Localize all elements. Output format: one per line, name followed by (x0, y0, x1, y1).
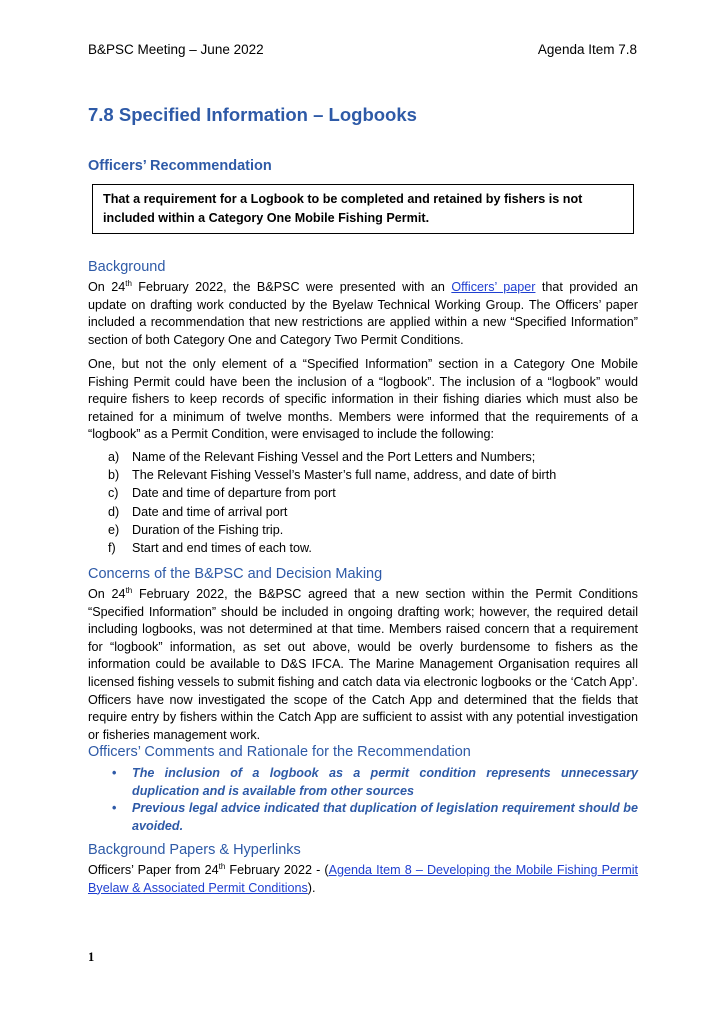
list-item: f) Start and end times of each tow. (108, 541, 312, 556)
concerns-heading: Concerns of the B&PSC and Decision Making (88, 566, 383, 582)
papers-paragraph: Officers’ Paper from 24th February 2022 - (Agenda Item 8 – Developing the Mobile Fishing Permit Byelaw & Associated Permit Conditions). (88, 861, 639, 895)
agenda-item-8-link[interactable]: Agenda Item 8 – Developing the Mobile Fishing Permit Byelaw & Associated Permit Conditions (88, 863, 639, 895)
header-meeting: B&PSC Meeting – June 2022 (88, 42, 264, 57)
logbook-requirements-list (88, 448, 638, 557)
comments-heading: Officers’ Comments and Rationale for the Recommendation (88, 744, 471, 760)
list-item: • Previous legal advice indicated that duplication of legislation requirement should be avoided. (112, 801, 638, 833)
page-number: 1 (88, 950, 95, 964)
papers-heading: Background Papers & Hyperlinks (88, 842, 301, 858)
page-header (88, 42, 637, 57)
header-agenda-item: Agenda Item 7.8 (537, 42, 637, 57)
list-item: d) Date and time of arrival port (108, 504, 288, 519)
list-item: • The inclusion of a logbook as a permit condition represents unnecessary duplication and is available from other sources (112, 766, 638, 798)
list-item: b) The Relevant Fishing Vessel’s Master’s full name, address, and date of birth (108, 468, 557, 483)
background-heading: Background (88, 259, 166, 275)
background-paragraph-2: One, but not the only element of a “Specified Information” section in a Category One Mobile Fishing Permit could have been the inclusion of a “logbook”. The inclusion of a “logbook” would require fishers to keep records of specific information in their fishing diaries which must also be retained for a minimum of twelve months. Members were informed that the requirements of a “logbook” as a Permit Condition, were envisaged to include the following: (88, 357, 638, 442)
recommendation-heading: Officers’ Recommendation (88, 158, 272, 174)
concerns-paragraph: On 24th February 2022, the B&PSC agreed that a new section within the Permit Conditions “Specified Information” should be included in ongoing drafting work; however, the required detail including logbooks, was not determined at that time. Members raised concern that a requirement for “logbook” information, as set out above, would be overly burdensome to fishers as the information could be available to D&S IFCA. The Marine Management Organisation requires all licensed fishing vessels to submit fishing and catch data via electronic logbooks or the ‘Catch App’. Officers have now investigated the scope of the Catch App and determined that the fields that require entry by fishers within the Catch App are sufficient to assist with any potential investigation or fisheries management work. (88, 585, 638, 742)
officers-paper-link[interactable]: Officers’ paper (451, 280, 536, 294)
list-item: e) Duration of the Fishing trip. (108, 522, 284, 537)
list-item: c) Date and time of departure from port (108, 486, 336, 501)
background-paragraph-1: On 24th February 2022, the B&PSC were presented with an Officers’ paper that provided an update on drafting work conducted by the Byelaw Technical Working Group. The Officers’ paper included a recommendation that new restrictions are applied within a new “Specified Information” section of both Category One and Category Two Permit Conditions. (88, 278, 638, 347)
page-title: 7.8 Specified Information – Logbooks (88, 104, 417, 125)
recommendation-text: That a requirement for a Logbook to be completed and retained by fishers is not included within a Category One Mobile Fishing Permit. (103, 192, 583, 225)
recommendation-box (92, 184, 634, 234)
comments-bullet-list (88, 765, 638, 835)
list-item: a) Name of the Relevant Fishing Vessel and the Port Letters and Numbers; (108, 450, 536, 464)
